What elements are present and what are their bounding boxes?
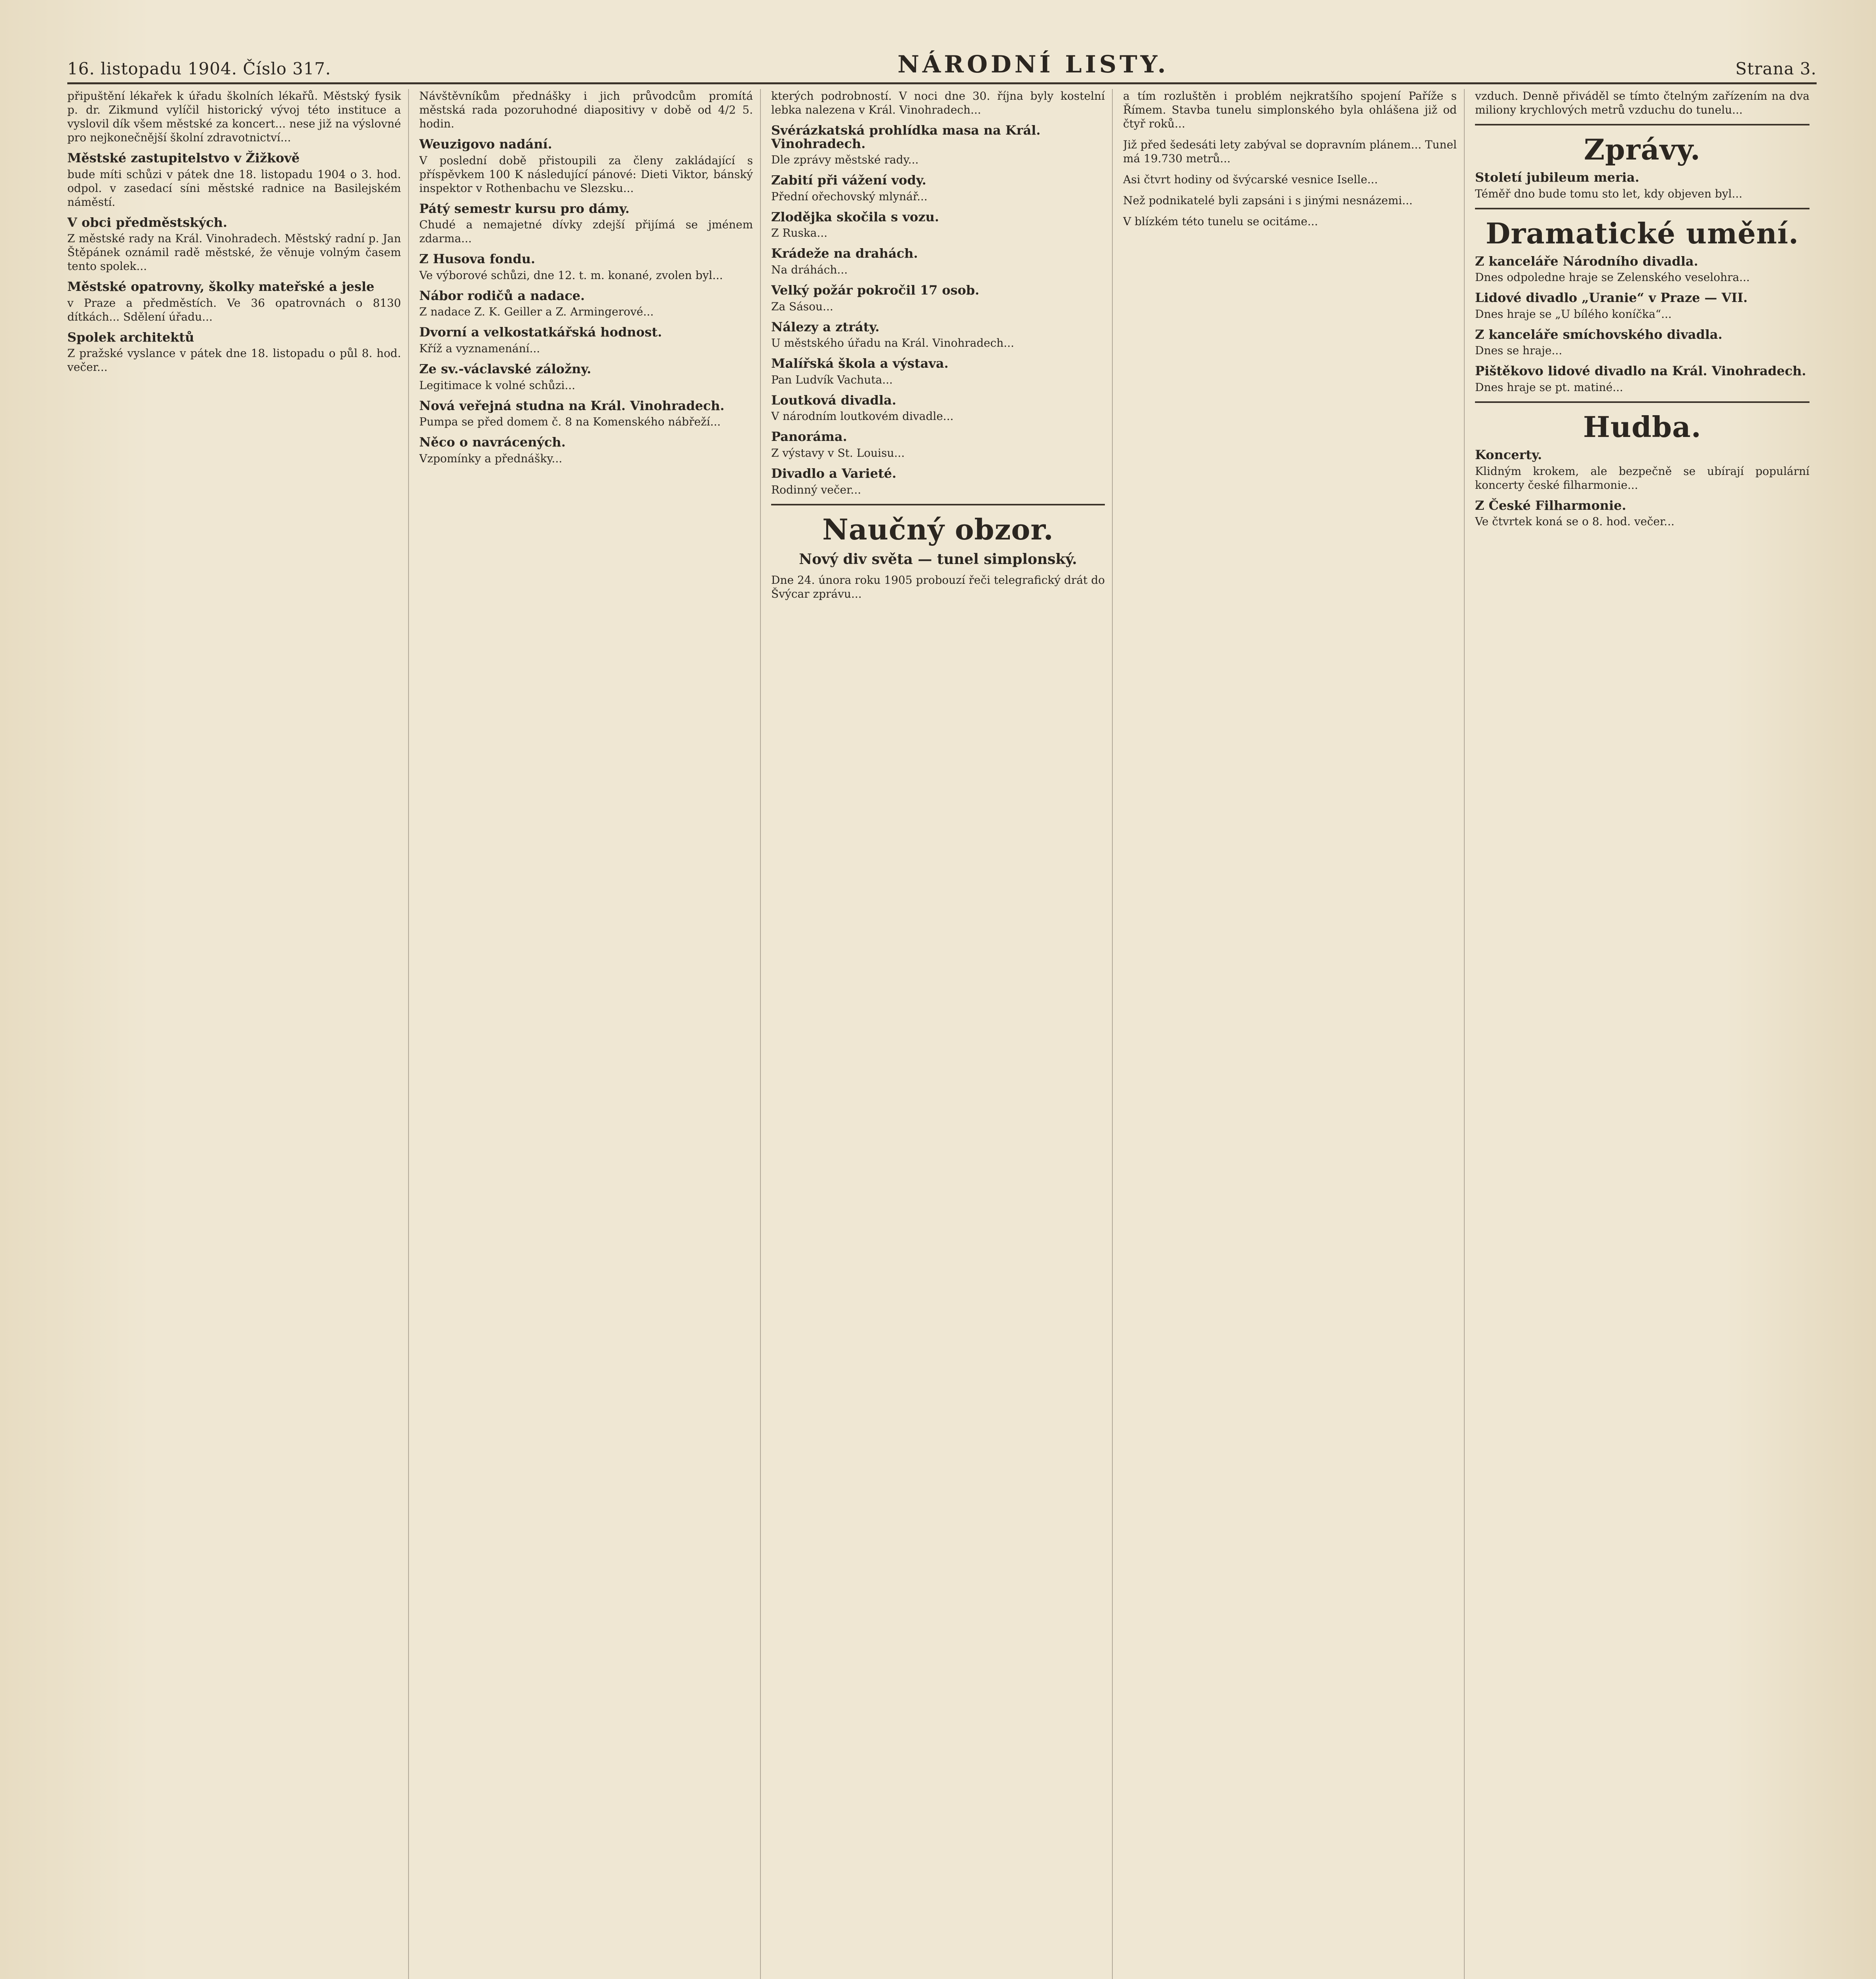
article-body: Z pražské vyslance v pátek dne 18. listopadu o půl 8. hod. večer...	[67, 347, 401, 374]
article	[771, 211, 1105, 240]
article	[1123, 89, 1457, 131]
article	[419, 436, 753, 465]
article	[1475, 365, 1809, 394]
article-body: vzduch. Denně přiváděl se tímto čtelným zařízením na dva miliony krychlových metrů vzduchu do tunelu...	[1475, 89, 1809, 116]
article-body: Kříž a vyznamenání...	[419, 342, 540, 355]
article-body: kterých podrobností. V noci dne 30. října byly kostelní lebka nalezena v Král. Vinohradech...	[771, 89, 1105, 116]
article	[1475, 499, 1809, 529]
issue-date-and-number: 16. listopadu 1904. Číslo 317.	[67, 59, 331, 78]
article-headline: Spolek architektů	[67, 329, 194, 345]
article	[771, 247, 1105, 277]
article-headline: Svérázkatská prohlídka masa na Král. Vinohradech.	[771, 123, 1041, 151]
article-headline: Z kanceláře smíchovského divadla.	[1475, 327, 1723, 342]
article	[67, 216, 401, 273]
article-headline: Městské zastupitelstvo v Žižkově	[67, 150, 300, 165]
article	[1475, 448, 1809, 492]
article	[1123, 215, 1457, 228]
article-headline: Městské opatrovny, školky mateřské a jesle	[67, 279, 374, 294]
article-headline: Něco o navrácených.	[419, 435, 566, 450]
article	[419, 202, 753, 246]
article	[419, 89, 753, 131]
article	[1475, 291, 1809, 321]
article	[771, 430, 1105, 460]
section-rule	[771, 504, 1105, 505]
article-headline: Pištěkovo lidové divadlo na Král. Vinohradech.	[1475, 363, 1806, 379]
article-body: Z nadace Z. K. Geiller a Z. Armingerové...	[419, 305, 654, 319]
article	[1123, 173, 1457, 186]
article-body: Chudé a nemajetné dívky zdejší přijímá se jménem zdarma...	[419, 218, 753, 245]
article-headline: Malířská škola a výstava.	[771, 356, 949, 371]
article	[67, 331, 401, 374]
article-body: Pan Ludvík Vachuta...	[771, 373, 893, 386]
article-body: Rodinný večer...	[771, 483, 861, 496]
article-headline: Z Husova fondu.	[419, 251, 535, 267]
article-headline: Nová veřejná studna na Král. Vinohradech.	[419, 398, 725, 413]
column-4	[1123, 89, 1465, 1979]
article	[771, 321, 1105, 350]
article-body: Než podnikatelé byli zapsáni i s jinými nesnázemi...	[1123, 194, 1413, 207]
article-body: připuštění lékařek k úřadu školních lékařů. Městský fysik p. dr. Zikmund vylíčil historický vývoj této instituce a vyslovil dík všem městské za koncert... nese již na výslovné pro nejkonečnější školní zdravotnictví...	[67, 89, 401, 144]
article-headline: Ze sv.-václavské záložny.	[419, 361, 591, 376]
article	[1123, 194, 1457, 207]
article-body: Dnes odpoledne hraje se Zelenského veselohra...	[1475, 271, 1750, 284]
article-body: Za Sásou...	[771, 300, 833, 313]
article-headline: Nábor rodičů a nadace.	[419, 288, 585, 303]
article-headline: Lidové divadlo „Uranie“ v Praze — VII.	[1475, 290, 1748, 306]
article-body: Přední ořechovský mlynář...	[771, 190, 928, 203]
article-body: Návštěvníkům přednášky i jich průvodcům promítá městská rada pozoruhodné diapositivy v době od 4/2 5. hodin.	[419, 89, 753, 130]
article-body: Vzpomínky a přednášky...	[419, 452, 563, 465]
article-body: V národním loutkovém divadle...	[771, 410, 954, 423]
article	[419, 289, 753, 319]
article-body: V blízkém této tunelu se ocitáme...	[1123, 215, 1318, 228]
article-body: Pumpa se před domem č. 8 na Komenského nábřeží...	[419, 415, 721, 429]
article-headline: Krádeže na drahách.	[771, 246, 918, 261]
article-headline: Weuzigovo nadání.	[419, 137, 552, 152]
section-title: Naučný obzor.	[822, 512, 1054, 546]
article-body: v Praze a předměstích. Ve 36 opatrovnách o 8130 dítkách... Sdělení úřadu...	[67, 296, 401, 323]
article-body: Legitimace k volné schůzi...	[419, 378, 576, 392]
article-headline: Panoráma.	[771, 429, 847, 444]
newspaper-title: NÁRODNÍ LISTY.	[897, 51, 1169, 78]
article-headline: Zlodějka skočila s vozu.	[771, 209, 939, 224]
article	[419, 326, 753, 355]
article	[1123, 138, 1457, 165]
article-headline: Z kanceláře Národního divadla.	[1475, 253, 1698, 269]
article-body: Dnes hraje se „U bílého koníčka“...	[1475, 307, 1672, 321]
article-headline: V obci předměstských.	[67, 215, 228, 230]
article-body: Z Ruska...	[771, 226, 828, 240]
article-headline: Dvorní a velkostatkářská hodnost.	[419, 325, 662, 340]
article	[1475, 89, 1809, 117]
article	[67, 152, 401, 209]
article	[1475, 255, 1809, 285]
article-body: Klidným krokem, ale bezpečně se ubírají populární koncerty české filharmonie...	[1475, 464, 1809, 492]
article	[771, 357, 1105, 387]
article-body: Ve čtvrtek koná se o 8. hod. večer...	[1475, 515, 1675, 528]
section-title: Zprávy.	[1584, 133, 1701, 166]
article-body: Z výstavy v St. Louisu...	[771, 446, 905, 460]
article	[419, 363, 753, 392]
article-body: Dnes hraje se pt. matiné...	[1475, 380, 1623, 394]
page-number: Strana 3.	[1735, 59, 1817, 78]
section-rule	[1475, 208, 1809, 209]
article-headline: Nálezy a ztráty.	[771, 319, 880, 334]
article	[771, 89, 1105, 117]
column-1	[67, 89, 409, 1979]
column-3	[771, 89, 1113, 1979]
column-5	[1475, 89, 1817, 1979]
article-headline: Z České Filharmonie.	[1475, 498, 1627, 513]
section-rule	[1475, 401, 1809, 403]
article-body: Již před šedesáti lety zabýval se dopravním plánem... Tunel má 19.730 metrů...	[1123, 138, 1457, 165]
article	[771, 124, 1105, 167]
article-headline: Století jubileum meria.	[1475, 170, 1640, 185]
article-body: U městského úřadu na Král. Vinohradech...	[771, 336, 1014, 350]
page-header	[67, 43, 1817, 84]
article	[419, 253, 753, 282]
article	[771, 467, 1105, 497]
article-headline: Koncerty.	[1475, 447, 1542, 462]
article-headline: Divadlo a Varieté.	[771, 465, 897, 481]
article-body: Téměř dno bude tomu sto let, kdy objeven byl...	[1475, 187, 1743, 200]
article	[771, 284, 1105, 313]
article	[67, 89, 401, 144]
article-body: Asi čtvrt hodiny od švýcarské vesnice Iselle...	[1123, 173, 1378, 186]
article-body: a tím rozluštěn i problém nejkratšího spojení Paříže s Římem. Stavba tunelu simplonského byla ohlášena již od čtyř roků...	[1123, 89, 1457, 130]
article	[419, 138, 753, 195]
article-headline: Zabití při vážení vody.	[771, 173, 927, 188]
article-body: Dnes se hraje...	[1475, 344, 1562, 357]
article	[771, 394, 1105, 424]
article-headline: Loutková divadla.	[771, 392, 897, 408]
newspaper-columns	[67, 89, 1817, 1979]
article-body: Ve výborové schůzi, dne 12. t. m. konané, zvolen byl...	[419, 268, 723, 282]
section-title: Hudba.	[1583, 410, 1701, 444]
article-body: Z městské rady na Král. Vinohradech. Městský radní p. Jan Štěpánek oznámil radě městské, že věnuje volným časem tento spolek...	[67, 232, 401, 273]
article-body: bude míti schůzi v pátek dne 18. listopadu 1904 o 3. hod. odpol. v zasedací síni městské radnice na Basilejském náměstí.	[67, 167, 401, 209]
section-subtitle: Nový div světa — tunel simplonský.	[799, 551, 1077, 568]
article-body: V poslední době přistoupili za členy zakládající s příspěvkem 100 K následující pánové: Dieti Viktor, bánský inspektor v Rothenbachu ve Slezsku...	[419, 154, 753, 195]
article-body: Dle zprávy městské rady...	[771, 153, 919, 167]
article-headline: Pátý semestr kursu pro dámy.	[419, 201, 630, 216]
article	[771, 174, 1105, 203]
column-2	[419, 89, 761, 1979]
article	[1475, 328, 1809, 358]
article	[67, 280, 401, 324]
article	[1475, 171, 1809, 201]
section-title: Dramatické umění.	[1485, 216, 1799, 250]
article-headline: Velký požár pokročil 17 osob.	[771, 282, 979, 298]
section-rule	[1475, 124, 1809, 125]
section-body: Dne 24. února roku 1905 probouzí řeči telegrafický drát do Švýcar zprávu...	[771, 573, 1105, 600]
article	[419, 399, 753, 429]
article-body: Na dráhách...	[771, 263, 848, 276]
